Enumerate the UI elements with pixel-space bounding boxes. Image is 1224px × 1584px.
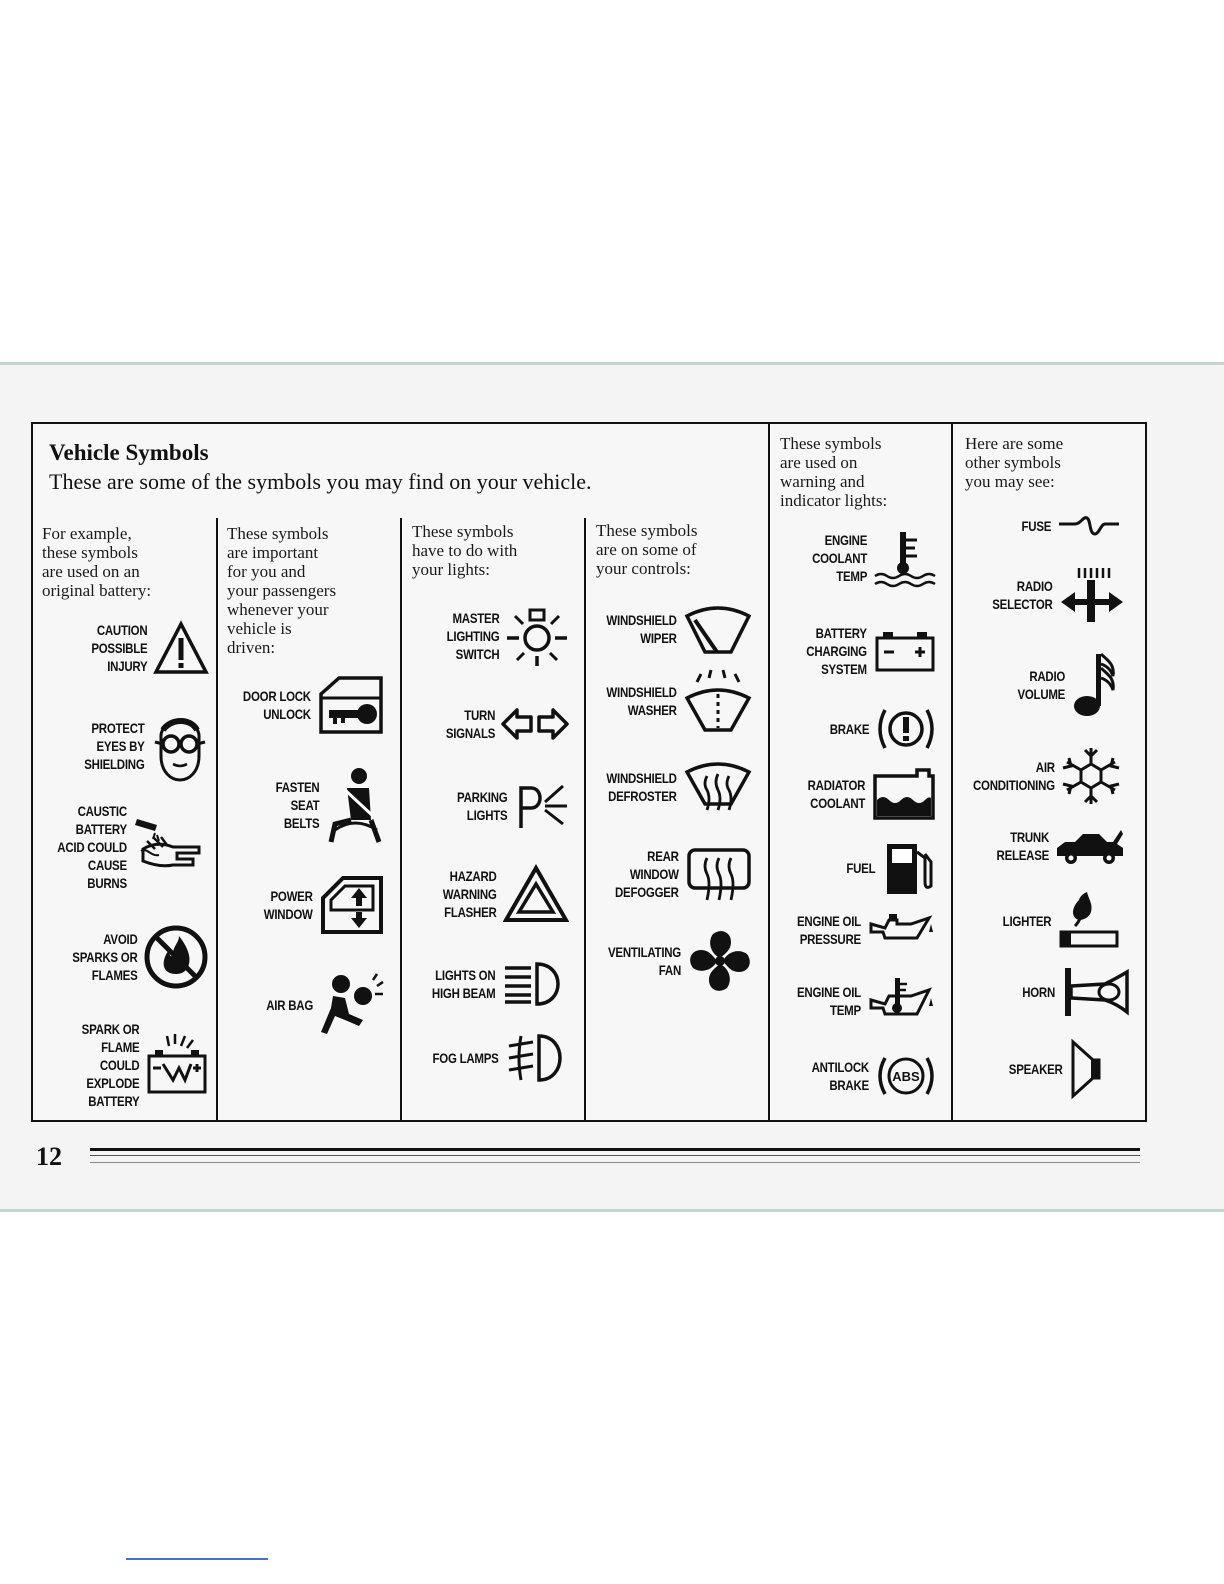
brake-warning-icon xyxy=(875,704,937,754)
symbol-oil-pressure xyxy=(783,910,937,950)
battery-icon xyxy=(873,628,937,674)
symbol-label: FOG LAMPS xyxy=(432,1050,499,1066)
page-number: 12 xyxy=(36,1142,62,1171)
car-trunk-icon xyxy=(1055,826,1125,866)
symbol-antilock-brake xyxy=(799,1052,937,1100)
lighter-icon xyxy=(1057,890,1121,952)
symbol-label: TRUNK RELEASE xyxy=(996,829,1049,863)
wiper-icon xyxy=(683,602,753,656)
symbol-washer xyxy=(591,668,753,734)
symbol-label: TURN SIGNALS xyxy=(445,707,495,741)
symbol-wiper xyxy=(591,602,753,656)
fan-icon xyxy=(687,928,753,994)
symbol-radiator-coolant xyxy=(795,766,937,822)
column-divider xyxy=(400,518,402,1120)
symbol-radio-volume xyxy=(1007,650,1117,720)
symbol-label: FUEL xyxy=(846,860,875,876)
symbol-high-beam xyxy=(418,960,569,1008)
column-1-intro: For example, these symbols are used on an original battery: xyxy=(42,524,152,600)
parking-lights-icon xyxy=(513,780,569,832)
symbol-label: AIR BAG xyxy=(266,997,313,1013)
column-3-intro: These symbols have to do with your lights: xyxy=(412,522,518,579)
symbol-caution xyxy=(79,620,209,676)
symbol-label: FUSE xyxy=(1021,518,1051,534)
page-title: Vehicle Symbols xyxy=(49,440,209,465)
footer-rule xyxy=(90,1162,1140,1163)
symbol-label: ANTILOCK BRAKE xyxy=(811,1059,869,1093)
symbol-label: ENGINE OIL PRESSURE xyxy=(797,913,861,947)
column-2-intro: These symbols are important for you and your passengers whenever your vehicle is driven: xyxy=(227,524,337,657)
symbol-spark-explode xyxy=(69,1020,209,1110)
symbol-radio-selector xyxy=(979,566,1125,624)
exploding-battery-icon xyxy=(145,1034,209,1096)
symbol-label: REAR WINDOW DEFOGGER xyxy=(615,848,679,900)
symbol-fuel xyxy=(840,840,937,896)
symbol-master-lighting xyxy=(435,604,569,668)
face-goggles-icon xyxy=(151,708,209,784)
symbol-label: PARKING LIGHTS xyxy=(456,789,507,823)
abs-icon xyxy=(875,1052,937,1100)
speaker-icon xyxy=(1069,1038,1103,1100)
rear-defogger-icon xyxy=(685,844,753,904)
no-flame-icon xyxy=(143,924,209,990)
symbol-label: AVOID SPARKS OR FLAMES xyxy=(71,931,137,983)
symbol-caustic-acid xyxy=(42,802,209,892)
symbol-label: WINDSHIELD DEFROSTER xyxy=(606,770,677,804)
symbol-label: WINDSHIELD WASHER xyxy=(606,684,677,718)
symbol-label: DOOR LOCK UNLOCK xyxy=(243,688,311,722)
symbol-label: HORN xyxy=(1022,984,1055,1000)
symbol-horn xyxy=(1015,964,1131,1020)
music-note-icon xyxy=(1071,650,1117,720)
symbol-label: RADIO SELECTOR xyxy=(992,578,1053,612)
power-window-icon xyxy=(319,874,385,936)
column-divider xyxy=(768,424,770,1120)
hazard-triangle-icon xyxy=(503,864,569,924)
symbol-air-conditioning xyxy=(955,746,1121,806)
symbol-label: ENGINE OIL TEMP xyxy=(797,984,861,1018)
radiator-coolant-icon xyxy=(871,766,937,822)
column-divider xyxy=(584,518,586,1120)
high-beam-icon xyxy=(501,960,569,1008)
oil-can-icon xyxy=(867,910,937,950)
symbol-label: CAUTION POSSIBLE INJURY xyxy=(90,622,147,674)
symbol-turn-signals xyxy=(435,704,569,744)
symbol-door-lock xyxy=(228,674,385,736)
washer-icon xyxy=(683,668,753,734)
symbol-parking-lights xyxy=(446,780,569,832)
fuel-pump-icon xyxy=(881,840,937,896)
symbol-lighter xyxy=(992,890,1121,952)
symbol-label: BATTERY CHARGING SYSTEM xyxy=(806,625,867,677)
warning-triangle-icon xyxy=(153,620,209,676)
symbol-speaker xyxy=(997,1038,1103,1100)
symbol-air-bag xyxy=(256,972,385,1038)
symbol-rear-defogger xyxy=(601,844,753,904)
horn-icon xyxy=(1061,964,1131,1020)
symbol-seat-belts xyxy=(266,766,385,844)
symbol-label: LIGHTS ON HIGH BEAM xyxy=(431,967,495,1001)
vehicle-symbols-table xyxy=(31,422,1147,1122)
seat-belt-icon xyxy=(325,766,385,844)
fuse-icon xyxy=(1057,514,1121,538)
coolant-temp-icon xyxy=(873,528,937,588)
symbol-coolant-temp xyxy=(800,528,937,588)
symbol-ventilating-fan xyxy=(592,928,753,994)
symbol-front-defroster xyxy=(591,760,753,814)
snowflake-icon xyxy=(1061,746,1121,806)
column-6-intro: Here are some other symbols you may see: xyxy=(965,434,1064,491)
symbol-fog-lamps xyxy=(418,1032,569,1084)
column-4-intro: These symbols are on some of your controls: xyxy=(596,521,698,578)
footer-link-underline[interactable] xyxy=(126,1558,268,1560)
column-divider xyxy=(951,424,953,1120)
symbol-label: WINDSHIELD WIPER xyxy=(606,612,677,646)
symbol-hazard xyxy=(431,864,569,924)
symbol-label: SPARK OR FLAME COULD EXPLODE BATTERY xyxy=(81,1021,139,1109)
air-bag-icon xyxy=(319,972,385,1038)
symbol-label: POWER WINDOW xyxy=(264,888,313,922)
column-5-intro: These symbols are used on warning and indicator lights: xyxy=(780,434,888,510)
front-defroster-icon xyxy=(683,760,753,814)
symbol-power-window xyxy=(253,874,385,936)
symbol-label: AIR CONDITIONING xyxy=(973,759,1055,793)
symbol-label: FASTEN SEAT BELTS xyxy=(275,779,319,831)
symbol-label: LIGHTER xyxy=(1002,913,1051,929)
footer-rule xyxy=(90,1155,1140,1156)
symbol-label: MASTER LIGHTING SWITCH xyxy=(446,610,499,662)
master-lighting-icon xyxy=(505,604,569,668)
symbol-label: CAUSTIC BATTERY ACID COULD CAUSE BURNS xyxy=(57,803,127,891)
symbol-label: RADIO VOLUME xyxy=(1017,668,1065,702)
symbol-battery-charging xyxy=(793,624,937,678)
symbol-brake xyxy=(821,704,937,754)
symbol-protect-eyes xyxy=(71,708,209,784)
footer-rule xyxy=(90,1148,1140,1151)
symbol-label: PROTECT EYES BY SHIELDING xyxy=(84,720,145,772)
symbol-label: VENTILATING FAN xyxy=(608,944,681,978)
symbol-trunk-release xyxy=(985,826,1125,866)
oil-temp-icon xyxy=(867,976,937,1026)
acid-hand-icon xyxy=(133,819,209,875)
symbol-label: ENGINE COOLANT TEMP xyxy=(811,532,867,584)
symbol-label: RADIATOR COOLANT xyxy=(807,777,865,811)
symbol-label: SPEAKER xyxy=(1009,1061,1063,1077)
svg-text:ABS: ABS xyxy=(892,1069,920,1084)
symbol-label: HAZARD WARNING FLASHER xyxy=(443,868,497,920)
fog-lamp-icon xyxy=(505,1032,569,1084)
page-subtitle: These are some of the symbols you may find on your vehicle. xyxy=(49,469,592,494)
column-divider xyxy=(216,518,218,1120)
door-lock-icon xyxy=(317,674,385,736)
radio-selector-icon xyxy=(1059,566,1125,624)
symbol-avoid-sparks xyxy=(58,924,210,990)
turn-signals-icon xyxy=(501,704,569,744)
symbol-oil-temp xyxy=(783,976,937,1026)
symbol-label: BRAKE xyxy=(829,721,869,737)
symbol-fuse xyxy=(1015,514,1121,538)
